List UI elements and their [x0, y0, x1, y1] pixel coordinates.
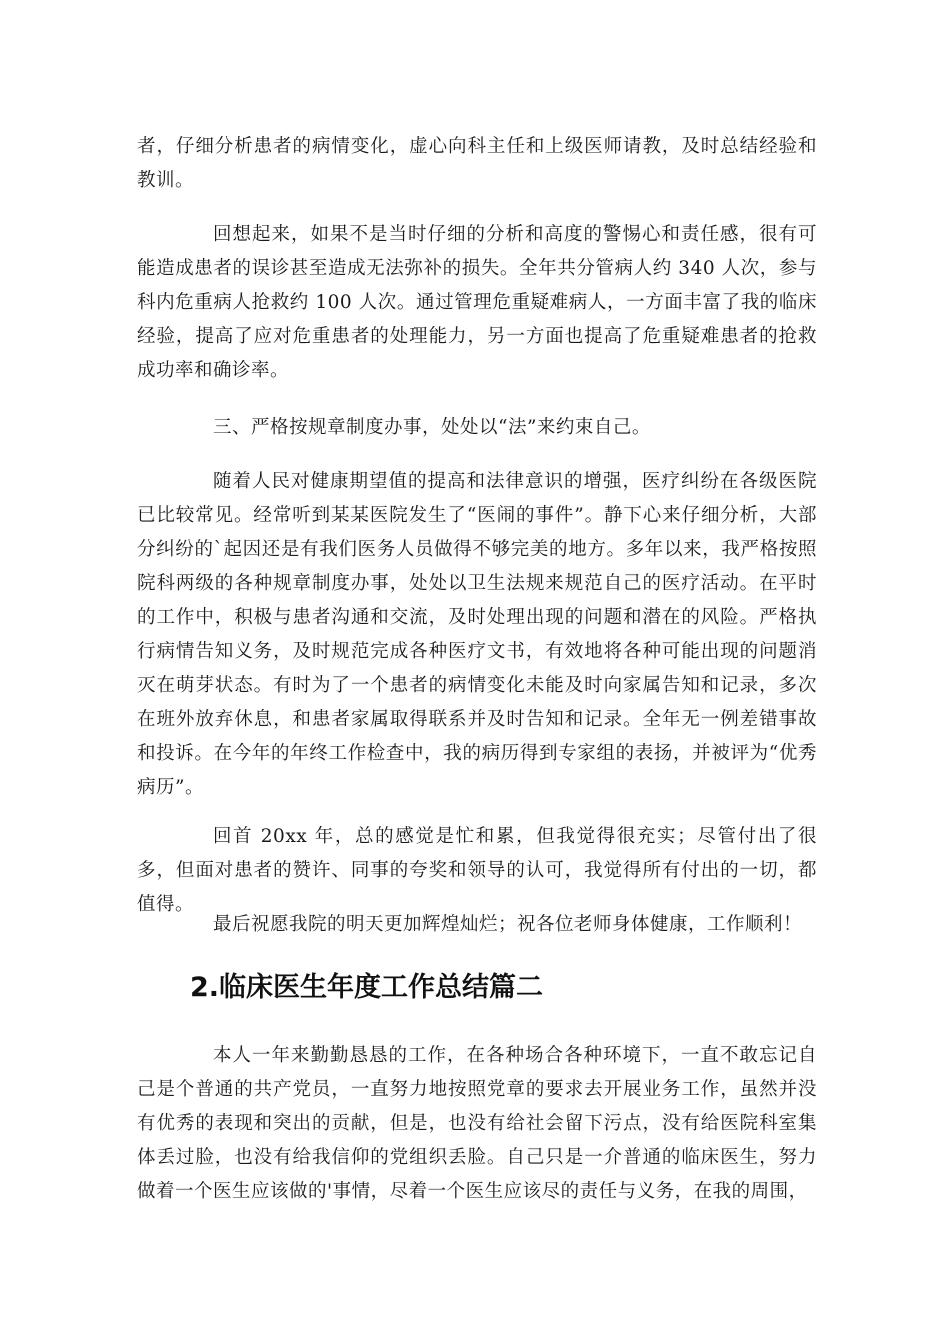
paragraph-section-three-title: 三、严格按规章制度办事，处处以“法”来约束自己。	[213, 417, 651, 438]
paragraph-section-two-intro: 本人一年来勤勤恳恳的工作，在各种场合各种环境下，一直不敢忘记自己是个普通的共产党员，一直努力地按照党章的要求去开展业务工作，虽然并没有优秀的表现和突出的贡献，但是，也没有给社会留下污点，没有给医院科室集体丢过脸，也没有给我信仰的党组织丢脸。自己只是一介普通的临床医生，努力做着一个医生应该做的'事情，尽着一个医生应该尽的责任与义务，在我的周围，	[137, 1045, 817, 1202]
paragraph-continued: 者，仔细分析患者的病情变化，虚心向科主任和上级医师请教，及时总结经验和教训。	[137, 136, 817, 191]
paragraph-closing-wishes: 最后祝愿我院的明天更加辉煌灿烂；祝各位老师身体健康，工作顺利！	[213, 914, 803, 935]
paragraph-year-review: 回首 20xx 年，总的感觉是忙和累，但我觉得很充实；尽管付出了很多，但面对患者的赞许、同事的夸奖和领导的认可，我觉得所有付出的一切，都值得。	[137, 826, 817, 915]
paragraph-reflection: 回想起来，如果不是当时仔细的分析和高度的警惕心和责任感，很有可能造成患者的误诊甚至造成无法弥补的损失。全年共分管病人约 340 人次，参与科内危重病人抢救约 100 人次。通过管理危重疑难病人，一方面丰富了我的临床经验，提高了应对危重患者的处理能力，另一方面也提高了危重疑难患者的抢救成功率和确诊率。	[137, 224, 817, 381]
section-heading: 2.临床医生年度工作总结篇二	[190, 972, 544, 1003]
paragraph-medical-disputes: 随着人民对健康期望值的提高和法律意识的增强，医疗纠纷在各级医院已比较常见。经常听到某某医院发生了“医闹的事件”。静下心来仔细分析，大部分纠纷的`起因还是有我们医务人员做得不够完美的地方。多年以来，我严格按照院科两级的各种规章制度办事，处处以卫生法规来规范自己的医疗活动。在平时的工作中，积极与患者沟通和交流，及时处理出现的问题和潜在的风险。严格执行病情告知义务，及时规范完成各种医疗文书，有效地将各种可能出现的问题消灭在萌芽状态。有时为了一个患者的病情变化未能及时向家属告知和记录，多次在班外放弃休息，和患者家属取得联系并及时告知和记录。全年无一例差错事故和投诉。在今年的年终工作检查中，我的病历得到专家组的表扬，并被评为“优秀病历”。	[137, 471, 817, 798]
